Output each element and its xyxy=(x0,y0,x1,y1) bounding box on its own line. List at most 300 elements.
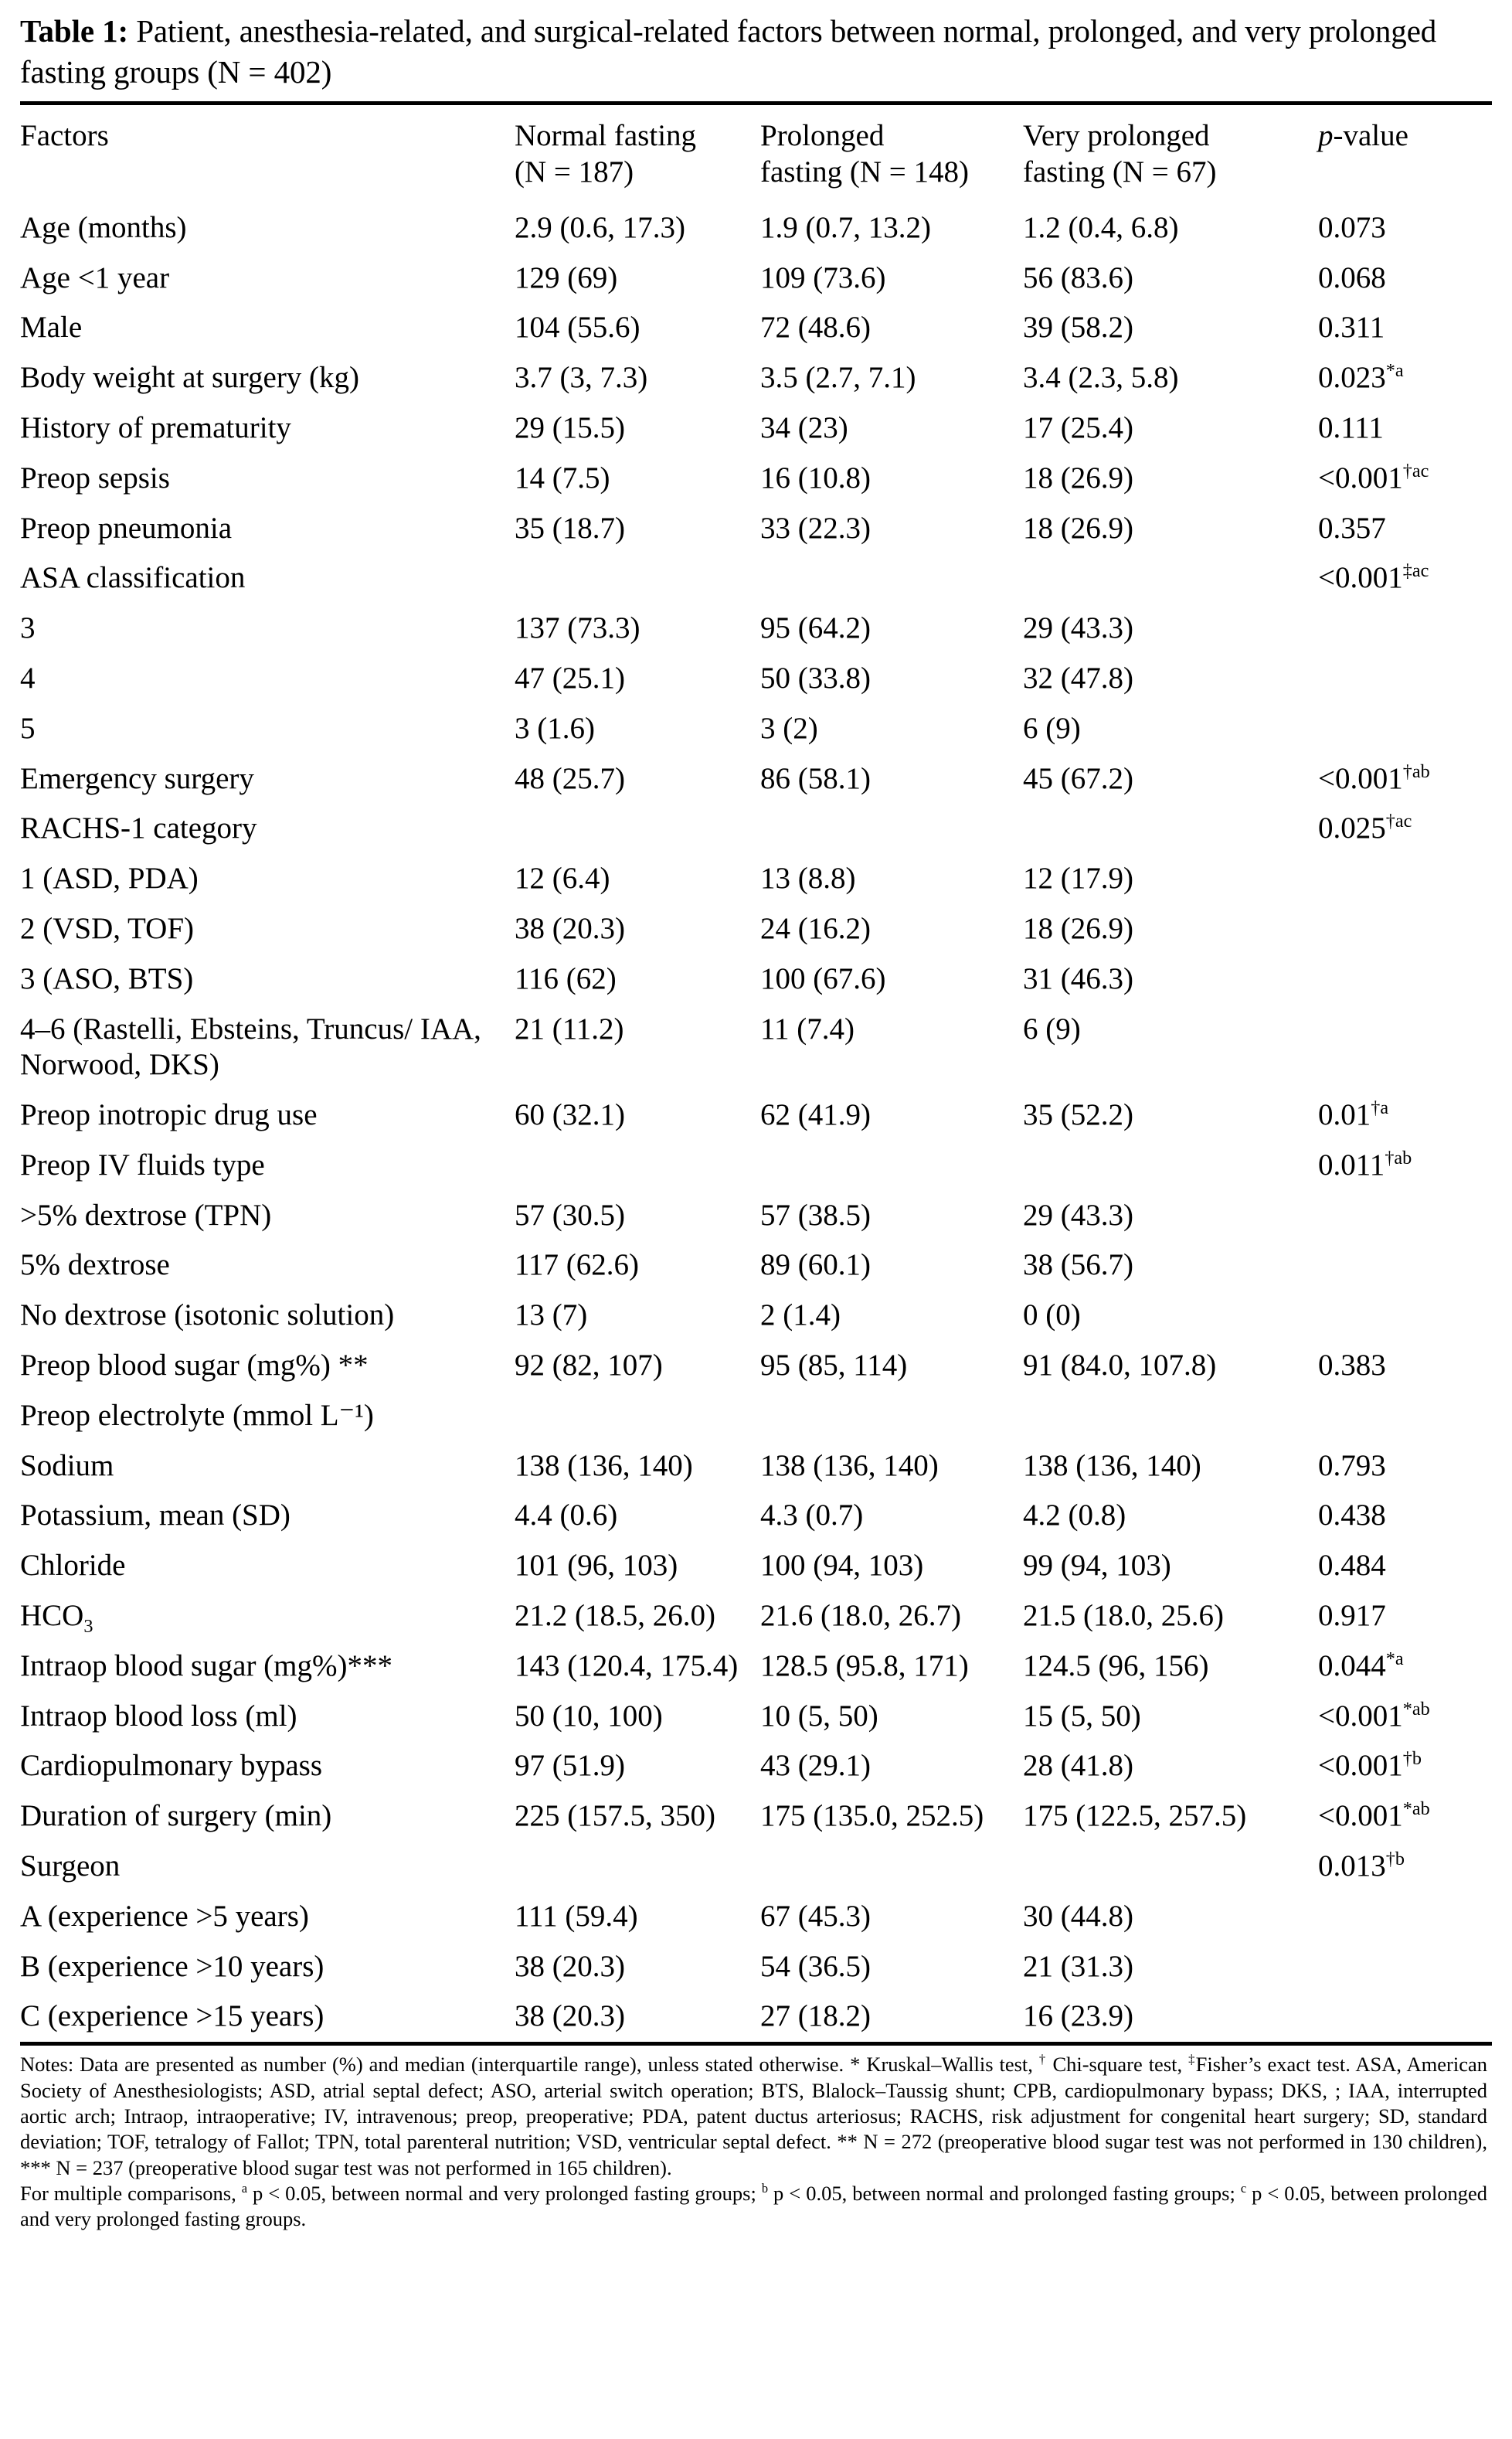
cell-prolonged-fasting xyxy=(760,954,1023,1005)
p-value-superscript: †b xyxy=(1402,1748,1422,1770)
cell-value: 24 (16.2) xyxy=(760,911,871,945)
p-value-superscript: †ab xyxy=(1402,760,1430,782)
table-row xyxy=(20,253,1492,304)
cell-p-value xyxy=(1318,1090,1492,1141)
cell-value: 16 (23.9) xyxy=(1023,1999,1133,2033)
notes-p2-c: p < 0.05, between normal and prolonged fasting groups; xyxy=(768,2182,1241,2206)
p-value-superscript: †ac xyxy=(1385,811,1412,832)
cell-value: 31 (46.3) xyxy=(1023,961,1133,995)
table-row xyxy=(20,454,1492,504)
table-row xyxy=(20,1005,1492,1091)
header-row xyxy=(20,105,1492,203)
p-value-text: 0.311 xyxy=(1318,311,1385,345)
hco3-subscript: 3 xyxy=(83,1615,93,1637)
cell-normal-fasting xyxy=(515,1791,760,1842)
cell-very-prolonged-fasting xyxy=(1023,1005,1318,1091)
cell-prolonged-fasting xyxy=(760,904,1023,954)
table-row xyxy=(20,754,1492,804)
table-header xyxy=(20,105,1492,203)
cell-value: 3 (1.6) xyxy=(515,711,595,745)
cell-very-prolonged-fasting xyxy=(1023,553,1318,604)
cell-value: 1.9 (0.7, 13.2) xyxy=(760,210,931,244)
cell-normal-fasting xyxy=(515,954,760,1005)
cell-factor xyxy=(20,1441,515,1492)
cell-value: 21 (31.3) xyxy=(1023,1949,1133,1983)
cell-p-value xyxy=(1318,1791,1492,1842)
cell-p-value xyxy=(1318,1191,1492,1241)
factor-label: Age <1 year xyxy=(20,260,170,294)
cell-very-prolonged-fasting xyxy=(1023,704,1318,754)
table-row xyxy=(20,353,1492,403)
cell-value: 92 (82, 107) xyxy=(515,1349,663,1383)
cell-value: 100 (94, 103) xyxy=(760,1549,924,1583)
cell-normal-fasting xyxy=(515,1741,760,1791)
factor-label: Male xyxy=(20,311,83,345)
cell-prolonged-fasting xyxy=(760,1641,1023,1692)
cell-very-prolonged-fasting xyxy=(1023,1692,1318,1742)
cell-factor xyxy=(20,1591,515,1641)
p-value-superscript: ‡ac xyxy=(1402,560,1429,582)
cell-very-prolonged-fasting xyxy=(1023,1141,1318,1191)
cell-value: 99 (94, 103) xyxy=(1023,1549,1171,1583)
header-p-value xyxy=(1318,105,1492,203)
cell-value: 38 (20.3) xyxy=(515,1999,625,2033)
table-row xyxy=(20,1692,1492,1742)
cell-value: 116 (62) xyxy=(515,961,617,995)
cell-normal-fasting xyxy=(515,504,760,554)
header-factors-label: Factors xyxy=(20,118,109,152)
table-row xyxy=(20,1090,1492,1141)
cell-very-prolonged-fasting xyxy=(1023,1892,1318,1942)
cell-prolonged-fasting xyxy=(760,303,1023,353)
cell-prolonged-fasting xyxy=(760,353,1023,403)
cell-factor xyxy=(20,553,515,604)
cell-p-value xyxy=(1318,704,1492,754)
cell-factor xyxy=(20,1090,515,1141)
cell-value: 62 (41.9) xyxy=(760,1098,871,1132)
table-bottom-rule xyxy=(20,2042,1492,2046)
cell-value: 45 (67.2) xyxy=(1023,761,1133,795)
table-row xyxy=(20,1341,1492,1391)
factor-label: Intraop blood loss (ml) xyxy=(20,1699,297,1733)
cell-value: 27 (18.2) xyxy=(760,1999,871,2033)
cell-p-value xyxy=(1318,454,1492,504)
cell-value: 97 (51.9) xyxy=(515,1749,625,1783)
cell-prolonged-fasting xyxy=(760,403,1023,454)
cell-p-value xyxy=(1318,1391,1492,1441)
factor-label: Duration of surgery (min) xyxy=(20,1799,332,1833)
cell-value: 67 (45.3) xyxy=(760,1899,871,1933)
factor-label: 4–6 (Rastelli, Ebsteins, Truncus/ IAA, Norwood, DKS) xyxy=(20,1012,481,1082)
cell-p-value xyxy=(1318,1441,1492,1492)
cell-p-value xyxy=(1318,353,1492,403)
cell-value: 12 (17.9) xyxy=(1023,862,1133,896)
p-value-text: 0.011 xyxy=(1318,1148,1385,1182)
cell-prolonged-fasting xyxy=(760,854,1023,904)
cell-very-prolonged-fasting xyxy=(1023,1992,1318,2042)
factor-label: Preop electrolyte (mmol L⁻¹) xyxy=(20,1398,374,1432)
factor-label: 4 xyxy=(20,661,36,695)
cell-factor xyxy=(20,704,515,754)
cell-p-value xyxy=(1318,854,1492,904)
factor-label: 5% dextrose xyxy=(20,1248,170,1282)
cell-value: 175 (135.0, 252.5) xyxy=(760,1799,984,1833)
cell-normal-fasting xyxy=(515,1541,760,1591)
cell-p-value xyxy=(1318,303,1492,353)
cell-value: 21.5 (18.0, 25.6) xyxy=(1023,1599,1224,1633)
cell-normal-fasting xyxy=(515,1842,760,1892)
cell-value: 35 (18.7) xyxy=(515,511,625,545)
cell-value: 35 (52.2) xyxy=(1023,1098,1133,1132)
table-row xyxy=(20,604,1492,654)
cell-value: 29 (15.5) xyxy=(515,410,625,444)
cell-factor xyxy=(20,353,515,403)
p-value-superscript: *a xyxy=(1385,360,1404,382)
notes-p1-a: Notes: Data are presented as number (%) and median (interquartile range), unless stated otherwise. * Kruskal–Wallis test, xyxy=(20,2053,1039,2077)
cell-factor xyxy=(20,1191,515,1241)
cell-prolonged-fasting xyxy=(760,1942,1023,1992)
cell-very-prolonged-fasting xyxy=(1023,1591,1318,1641)
cell-factor xyxy=(20,403,515,454)
cell-normal-fasting xyxy=(515,1341,760,1391)
table-row xyxy=(20,1942,1492,1992)
cell-value: 48 (25.7) xyxy=(515,761,625,795)
factor-label: $HCO_3$ xyxy=(20,1599,93,1637)
cell-very-prolonged-fasting xyxy=(1023,604,1318,654)
cell-prolonged-fasting xyxy=(760,1240,1023,1291)
cell-normal-fasting xyxy=(515,704,760,754)
p-value-text: <0.001 xyxy=(1318,1799,1403,1833)
cell-value: 12 (6.4) xyxy=(515,862,610,896)
table-row xyxy=(20,804,1492,854)
cell-prolonged-fasting xyxy=(760,604,1023,654)
cell-factor xyxy=(20,1141,515,1191)
cell-factor xyxy=(20,1791,515,1842)
superscript-b: b xyxy=(761,2181,769,2196)
cell-p-value xyxy=(1318,1291,1492,1341)
cell-value: 4.4 (0.6) xyxy=(515,1498,618,1532)
cell-p-value xyxy=(1318,1341,1492,1391)
cell-factor xyxy=(20,804,515,854)
cell-very-prolonged-fasting xyxy=(1023,1090,1318,1141)
cell-value: 34 (23) xyxy=(760,410,848,444)
notes-p2-d: p < 0.05, between prolonged and very prolonged fasting groups. xyxy=(20,2182,1487,2231)
cell-factor xyxy=(20,1005,515,1091)
cell-value: 6 (9) xyxy=(1023,1012,1081,1046)
cell-p-value xyxy=(1318,403,1492,454)
cell-value: 47 (25.1) xyxy=(515,661,625,695)
cell-normal-fasting xyxy=(515,1892,760,1942)
header-p-italic: p xyxy=(1318,118,1334,152)
cell-very-prolonged-fasting xyxy=(1023,1291,1318,1341)
cell-factor xyxy=(20,1341,515,1391)
superscript-c: c xyxy=(1240,2181,1247,2196)
p-value-superscript: †a xyxy=(1371,1097,1389,1119)
table-row xyxy=(20,904,1492,954)
cell-p-value xyxy=(1318,604,1492,654)
cell-factor xyxy=(20,454,515,504)
p-value-text: 0.01 xyxy=(1318,1098,1371,1132)
factor-label: 3 (ASO, BTS) xyxy=(20,961,194,995)
cell-value: 129 (69) xyxy=(515,260,618,294)
cell-normal-fasting xyxy=(515,1641,760,1692)
cell-p-value xyxy=(1318,754,1492,804)
cell-normal-fasting xyxy=(515,1090,760,1141)
notes-p2-a: For multiple comparisons, xyxy=(20,2182,242,2206)
cell-factor xyxy=(20,504,515,554)
cell-normal-fasting xyxy=(515,1291,760,1341)
cell-very-prolonged-fasting xyxy=(1023,954,1318,1005)
superscript-a: a xyxy=(241,2181,247,2196)
factor-label: Cardiopulmonary bypass xyxy=(20,1749,323,1783)
cell-factor xyxy=(20,1892,515,1942)
cell-prolonged-fasting xyxy=(760,454,1023,504)
cell-value: 54 (36.5) xyxy=(760,1949,871,1983)
cell-p-value xyxy=(1318,1491,1492,1541)
cell-value: 104 (55.6) xyxy=(515,311,640,345)
cell-value: 95 (64.2) xyxy=(760,611,871,645)
factor-label: A (experience >5 years) xyxy=(20,1899,309,1933)
cell-value: 175 (122.5, 257.5) xyxy=(1023,1799,1247,1833)
cell-prolonged-fasting xyxy=(760,1692,1023,1742)
p-value-text: 0.383 xyxy=(1318,1349,1386,1383)
cell-value: 95 (85, 114) xyxy=(760,1349,908,1383)
p-value-text: 0.111 xyxy=(1318,410,1384,444)
cell-factor xyxy=(20,1942,515,1992)
cell-p-value xyxy=(1318,203,1492,253)
cell-normal-fasting xyxy=(515,654,760,704)
cell-value: 29 (43.3) xyxy=(1023,611,1133,645)
p-value-text: 0.438 xyxy=(1318,1498,1386,1532)
cell-p-value xyxy=(1318,1942,1492,1992)
cell-prolonged-fasting xyxy=(760,1291,1023,1341)
table-row xyxy=(20,1541,1492,1591)
table-row xyxy=(20,203,1492,253)
factor-label: 1 (ASD, PDA) xyxy=(20,862,199,896)
cell-p-value xyxy=(1318,1591,1492,1641)
cell-p-value xyxy=(1318,1141,1492,1191)
dagger-symbol: † xyxy=(1038,2052,1047,2067)
cell-prolonged-fasting xyxy=(760,504,1023,554)
cell-p-value xyxy=(1318,1240,1492,1291)
caption-text: Patient, anesthesia-related, and surgical-related factors between normal, prolonged, and very prolonged fasting groups (N = 402) xyxy=(20,13,1437,90)
cell-value: 111 (59.4) xyxy=(515,1899,638,1933)
cell-value: 21 (11.2) xyxy=(515,1012,624,1046)
header-normal-line1: Normal fasting xyxy=(515,118,697,152)
cell-very-prolonged-fasting xyxy=(1023,203,1318,253)
cell-value: 0 (0) xyxy=(1023,1298,1081,1332)
cell-very-prolonged-fasting xyxy=(1023,804,1318,854)
factor-label: Preop sepsis xyxy=(20,461,170,495)
cell-value: 225 (157.5, 350) xyxy=(515,1799,715,1833)
table-row xyxy=(20,954,1492,1005)
cell-normal-fasting xyxy=(515,1391,760,1441)
notes-p1-b: Chi-square test, xyxy=(1046,2053,1189,2077)
factor-label: B (experience >10 years) xyxy=(20,1949,324,1983)
double-dagger-symbol: ‡ xyxy=(1188,2052,1196,2067)
cell-value: 17 (25.4) xyxy=(1023,410,1133,444)
cell-factor xyxy=(20,954,515,1005)
p-value-text: <0.001 xyxy=(1318,1699,1403,1733)
table-row xyxy=(20,1491,1492,1541)
p-value-text: 0.023 xyxy=(1318,361,1386,395)
table-row xyxy=(20,403,1492,454)
cell-very-prolonged-fasting xyxy=(1023,1441,1318,1492)
cell-prolonged-fasting xyxy=(760,1842,1023,1892)
table-notes xyxy=(20,2052,1492,2233)
factor-label: History of prematurity xyxy=(20,410,291,444)
cell-normal-fasting xyxy=(515,1240,760,1291)
cell-factor xyxy=(20,904,515,954)
notes-paragraph-2 xyxy=(20,2181,1487,2233)
factor-label: C (experience >15 years) xyxy=(20,1999,324,2033)
header-very-prolonged-line2: fasting (N = 67) xyxy=(1023,155,1217,189)
p-value-text: <0.001 xyxy=(1318,761,1403,795)
cell-factor xyxy=(20,1541,515,1591)
cell-prolonged-fasting xyxy=(760,1892,1023,1942)
cell-factor xyxy=(20,1992,515,2042)
cell-value: 101 (96, 103) xyxy=(515,1549,678,1583)
cell-normal-fasting xyxy=(515,1005,760,1091)
cell-value: 1.2 (0.4, 6.8) xyxy=(1023,210,1179,244)
cell-p-value xyxy=(1318,504,1492,554)
cell-factor xyxy=(20,303,515,353)
cell-value: 18 (26.9) xyxy=(1023,461,1133,495)
cell-prolonged-fasting xyxy=(760,704,1023,754)
p-value-text: <0.001 xyxy=(1318,1749,1403,1783)
cell-very-prolonged-fasting xyxy=(1023,1791,1318,1842)
cell-value: 2.9 (0.6, 17.3) xyxy=(515,210,685,244)
cell-prolonged-fasting xyxy=(760,1090,1023,1141)
cell-factor xyxy=(20,1491,515,1541)
cell-factor xyxy=(20,1741,515,1791)
cell-value: 16 (10.8) xyxy=(760,461,871,495)
p-value-text: 0.073 xyxy=(1318,210,1386,244)
cell-value: 43 (29.1) xyxy=(760,1749,871,1783)
cell-prolonged-fasting xyxy=(760,1441,1023,1492)
factor-label: 2 (VSD, TOF) xyxy=(20,911,195,945)
cell-p-value xyxy=(1318,804,1492,854)
cell-value: 18 (26.9) xyxy=(1023,911,1133,945)
factor-label: Surgeon xyxy=(20,1849,121,1883)
cell-value: 15 (5, 50) xyxy=(1023,1699,1141,1733)
cell-normal-fasting xyxy=(515,1942,760,1992)
cell-normal-fasting xyxy=(515,1591,760,1641)
cell-very-prolonged-fasting xyxy=(1023,1741,1318,1791)
cell-p-value xyxy=(1318,253,1492,304)
cell-prolonged-fasting xyxy=(760,1005,1023,1091)
header-p-rest: -value xyxy=(1333,118,1408,152)
p-value-superscript: *ab xyxy=(1402,1798,1430,1820)
cell-normal-fasting xyxy=(515,1692,760,1742)
cell-factor xyxy=(20,754,515,804)
p-value-text: 0.044 xyxy=(1318,1648,1386,1682)
cell-very-prolonged-fasting xyxy=(1023,754,1318,804)
cell-normal-fasting xyxy=(515,1441,760,1492)
factor-label: Preop inotropic drug use xyxy=(20,1098,318,1132)
header-very-prolonged-line1: Very prolonged xyxy=(1023,118,1210,152)
p-value-superscript: *ab xyxy=(1402,1698,1430,1720)
table-row xyxy=(20,1892,1492,1942)
cell-prolonged-fasting xyxy=(760,1341,1023,1391)
table-row xyxy=(20,704,1492,754)
p-value-text: 0.917 xyxy=(1318,1599,1386,1633)
table-row xyxy=(20,1391,1492,1441)
cell-prolonged-fasting xyxy=(760,754,1023,804)
header-prolonged-line2: fasting (N = 148) xyxy=(760,155,970,189)
cell-normal-fasting xyxy=(515,303,760,353)
cell-very-prolonged-fasting xyxy=(1023,1341,1318,1391)
cell-value: 124.5 (96, 156) xyxy=(1023,1648,1209,1682)
cell-very-prolonged-fasting xyxy=(1023,854,1318,904)
cell-normal-fasting xyxy=(515,1141,760,1191)
table-row xyxy=(20,504,1492,554)
factor-label: Sodium xyxy=(20,1448,114,1482)
cell-prolonged-fasting xyxy=(760,1741,1023,1791)
cell-value: 10 (5, 50) xyxy=(760,1699,878,1733)
cell-factor xyxy=(20,654,515,704)
notes-p2-b: p < 0.05, between normal and very prolonged fasting groups; xyxy=(246,2182,762,2206)
cell-value: 60 (32.1) xyxy=(515,1098,625,1132)
cell-prolonged-fasting xyxy=(760,654,1023,704)
table-row xyxy=(20,1240,1492,1291)
cell-normal-fasting xyxy=(515,403,760,454)
p-value-text: 0.484 xyxy=(1318,1549,1386,1583)
table-row xyxy=(20,1791,1492,1842)
cell-value: 29 (43.3) xyxy=(1023,1198,1133,1232)
cell-value: 91 (84.0, 107.8) xyxy=(1023,1349,1217,1383)
cell-value: 86 (58.1) xyxy=(760,761,871,795)
cell-value: 89 (60.1) xyxy=(760,1248,871,1282)
cell-value: 38 (56.7) xyxy=(1023,1248,1133,1282)
notes-paragraph-1 xyxy=(20,2052,1487,2181)
cell-p-value xyxy=(1318,1892,1492,1942)
cell-prolonged-fasting xyxy=(760,1992,1023,2042)
cell-prolonged-fasting xyxy=(760,203,1023,253)
cell-factor xyxy=(20,604,515,654)
cell-value: 38 (20.3) xyxy=(515,911,625,945)
cell-value: 117 (62.6) xyxy=(515,1248,640,1282)
cell-normal-fasting xyxy=(515,253,760,304)
table-row xyxy=(20,1641,1492,1692)
p-value-superscript: *a xyxy=(1385,1648,1404,1669)
notes-p1-c: Fisher’s exact test. ASA, American Society of Anesthesiologists; ASD, atrial septal defect; ASO, arterial switch operation; BTS, Blalock–Taussig shunt; CPB, cardiopulmonary bypass; DKS, ; IAA, interrupted aortic arch; Intraop, intraoperative; IV, intravenous; preop, preoperative; PDA, patent ductus arteriosus; RACHS, risk adjustment for congenital heart surgery; SD, standard deviation; TOF, tetralogy of Fallot; TPN, total parenteral nutrition; VSD, ventricular septal defect. ** N = 272 (preoperative blood sugar test was not performed in 130 children), *** N = 237 (preoperative blood sugar test was not performed in 165 children). xyxy=(20,2053,1487,2179)
p-value-text: 0.793 xyxy=(1318,1448,1386,1482)
factor-label: Preop pneumonia xyxy=(20,511,233,545)
p-value-text: <0.001 xyxy=(1318,461,1403,495)
cell-normal-fasting xyxy=(515,1491,760,1541)
cell-prolonged-fasting xyxy=(760,553,1023,604)
factor-label: Preop IV fluids type xyxy=(20,1148,265,1182)
cell-prolonged-fasting xyxy=(760,1141,1023,1191)
cell-value: 18 (26.9) xyxy=(1023,511,1133,545)
cell-p-value xyxy=(1318,1541,1492,1591)
cell-very-prolonged-fasting xyxy=(1023,454,1318,504)
cell-value: 50 (33.8) xyxy=(760,661,871,695)
cell-very-prolonged-fasting xyxy=(1023,353,1318,403)
cell-prolonged-fasting xyxy=(760,1541,1023,1591)
header-normal-line2: (N = 187) xyxy=(515,155,634,189)
cell-p-value xyxy=(1318,1005,1492,1091)
factor-label: Body weight at surgery (kg) xyxy=(20,361,360,395)
cell-normal-fasting xyxy=(515,904,760,954)
table-row xyxy=(20,1741,1492,1791)
cell-normal-fasting xyxy=(515,804,760,854)
factor-label: >5% dextrose (TPN) xyxy=(20,1198,272,1232)
cell-normal-fasting xyxy=(515,1191,760,1241)
cell-value: 57 (30.5) xyxy=(515,1198,625,1232)
factor-label: 3 xyxy=(20,611,36,645)
